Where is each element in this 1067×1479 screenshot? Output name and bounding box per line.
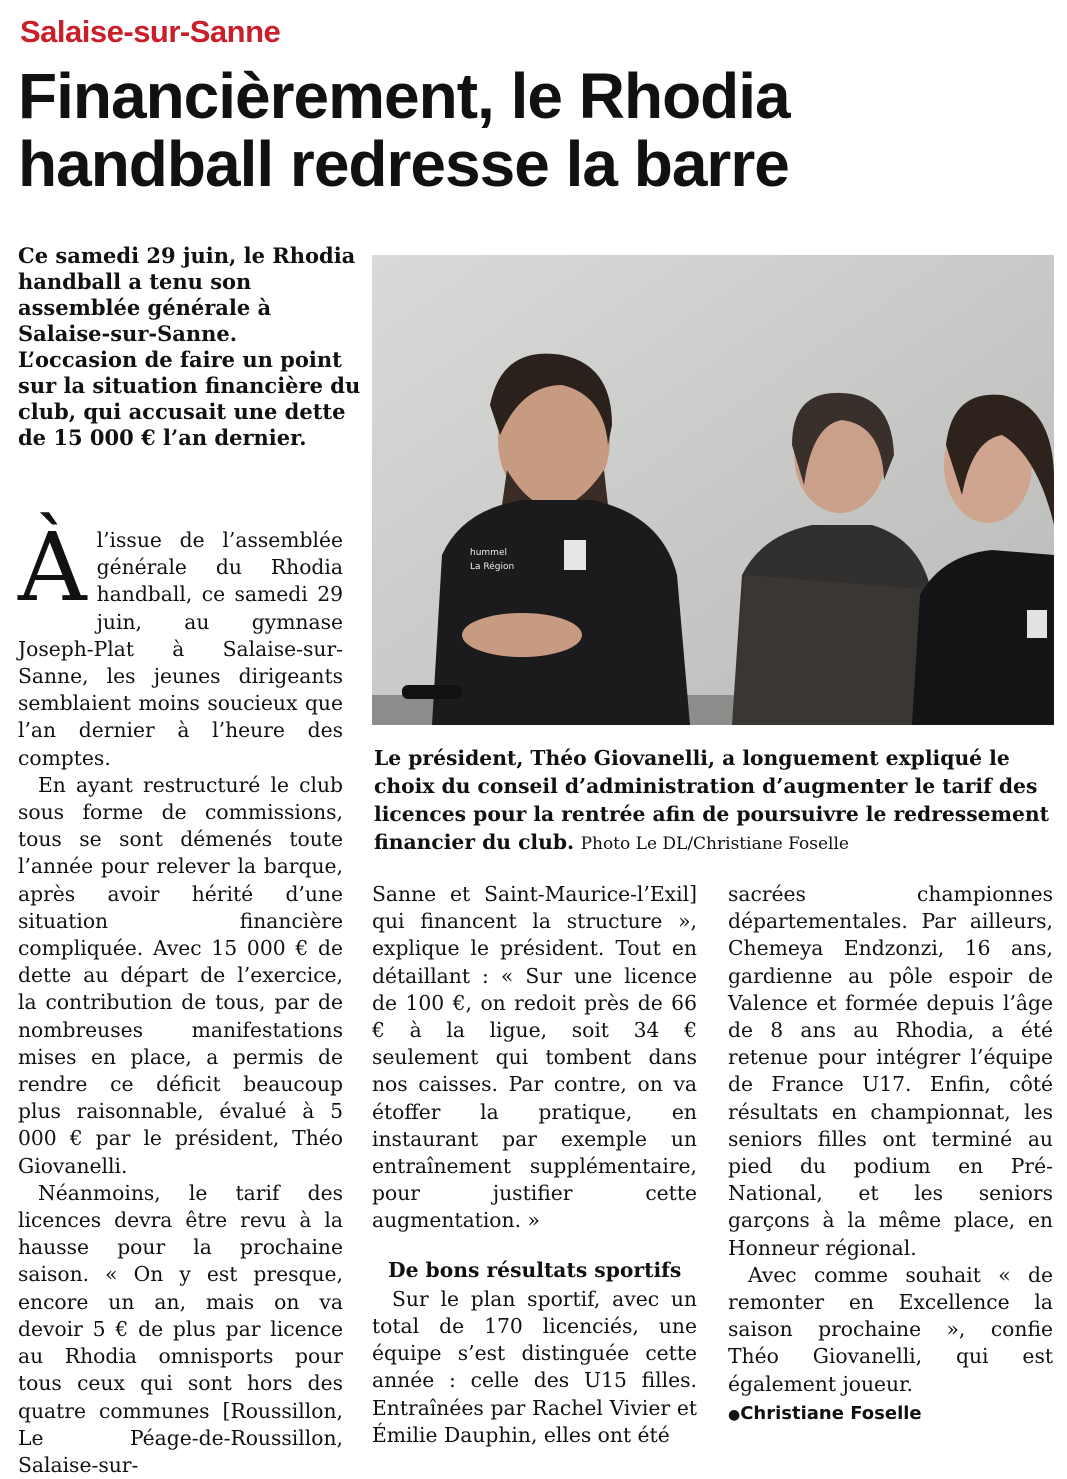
author-name: Christiane Foselle bbox=[740, 1402, 922, 1424]
article-column-3 bbox=[728, 881, 1053, 1429]
bullet-icon: ● bbox=[728, 1406, 741, 1423]
jersey-brand: hummel bbox=[470, 548, 507, 558]
lead-paragraph: Ce samedi 29 juin, le Rhodia handball a tenu son assemblée générale à Salaise-sur-Sanne. L’occasion de faire un point sur la situation financière du club, qui accusait une dette de 15 000 € l’an dernier. bbox=[18, 243, 361, 450]
paragraph-4: Sur le plan sportif, avec un total de 170 licenciés, une équipe s’est distinguée cette année : celle des U15 filles. Entraînées par Rachel Vivier et Émilie Dauphin, elles ont été bbox=[372, 1286, 697, 1447]
drop-cap: À bbox=[18, 513, 87, 623]
paragraph-4-continued: sacrées championnes départementales. Par ailleurs, Chemeya Endzonzi, 16 ans, gardienne au pôle espoir de Valence et formée depuis l’âge de 8 ans au Rhodia, a été retenue pour intégrer l’équipe de France U17. Enfin, côté résultats en championnat, les seniors filles ont terminé au pied du podium en Pré-National, et les seniors garçons à la même place, en Honneur régional. bbox=[728, 882, 1053, 1260]
section-kicker: Salaise-sur-Sanne bbox=[20, 14, 281, 49]
photo-illustration bbox=[372, 255, 1054, 725]
first-paragraph bbox=[18, 513, 343, 772]
paragraph-5: Avec comme souhait « de remonter en Excellence la saison prochaine », confie Théo Giovanelli, qui est également joueur. bbox=[728, 1262, 1053, 1396]
photo-caption bbox=[374, 744, 1054, 858]
paragraph-1-text: l’issue de l’assemblée générale du Rhodia handball, ce samedi 29 juin, au gymnase Joseph-Plat à Salaise-sur-Sanne, les jeunes dirigeants semblaient moins soucieux que l’an dernier à l’heure des comptes. bbox=[18, 528, 343, 770]
article-column-1 bbox=[18, 513, 343, 1479]
headline-line-2: handball redresse la barre bbox=[18, 128, 789, 200]
jersey-sponsor: La Région bbox=[470, 562, 515, 572]
article-photo bbox=[372, 255, 1054, 725]
jersey-crest bbox=[564, 540, 586, 570]
paragraph-3-continued: Sanne et Saint-Maurice-l’Exil] qui financent la structure », explique le président. Tout en détaillant : « Sur une licence de 100 €, on redoit près de 66 € à la ligue, soit 34 € seulement qui tombent dans nos caisses. Par contre, on va étoffer la pratique, en instaurant par exemple un entraînement supplémentaire, pour justifier cette augmentation. » bbox=[372, 882, 697, 1233]
caption-text: Le président, Théo Giovanelli, a longuement expliqué le choix du conseil d’administration d’augmenter le tarif des licences pour la rentrée afin de poursuivre le redressement financier du club. bbox=[374, 746, 1050, 854]
paragraph-2: En ayant restructuré le club sous forme de commissions, tous se sont démenés toute l’année pour relever la barque, après avoir hérité d’une situation financière compliquée. Avec 15 000 € de dette au départ de l’exercice, la contribution de tous, par de nombreuses manifestations mises en place, a permis de rendre ce déficit beaucoup plus raisonnable, évalué à 5 000 € par le président, Théo Giovanelli. bbox=[18, 772, 343, 1178]
byline bbox=[728, 1400, 1053, 1429]
paragraph-3: Néanmoins, le tarif des licences devra être revu à la hausse pour la prochaine saison. « On y est presque, encore un an, mais on va devoir 5 € de plus par licence au Rhodia omnisports pour tous ceux qui sont hors des quatre communes [Roussillon, Le Péage-de-Roussillon, Salaise-sur- bbox=[18, 1180, 343, 1477]
photo-credit: Photo Le DL/Christiane Foselle bbox=[580, 834, 849, 854]
jersey-crest-2 bbox=[1027, 610, 1047, 638]
article-column-2 bbox=[372, 881, 697, 1449]
headline-line-1: Financièrement, le Rhodia bbox=[18, 60, 790, 132]
subheading: De bons résultats sportifs bbox=[388, 1257, 682, 1282]
headline bbox=[18, 62, 1058, 198]
